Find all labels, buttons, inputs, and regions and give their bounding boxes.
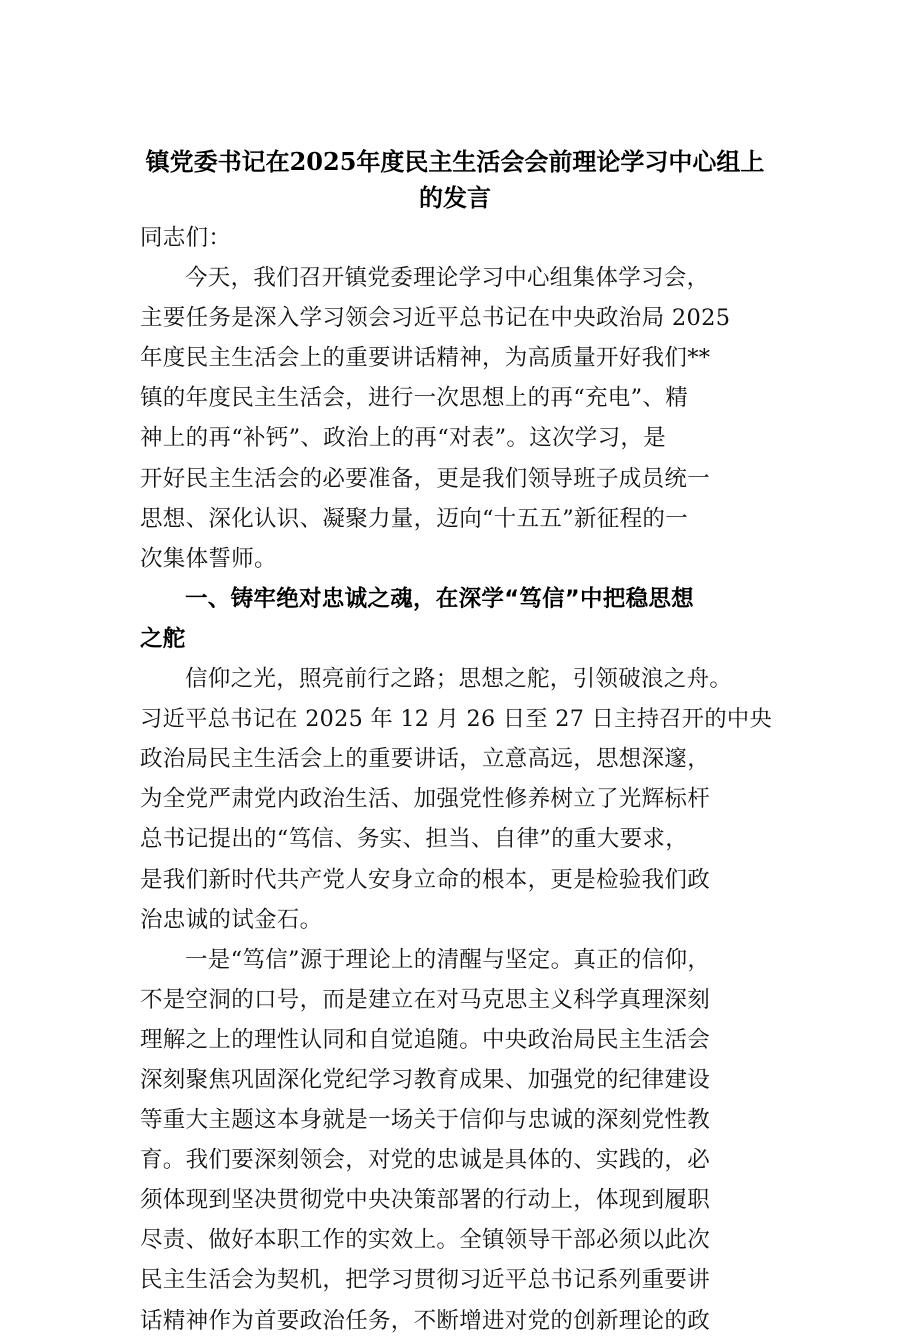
title-line: 的发言 bbox=[419, 183, 491, 212]
paragraph-line: 为全党严肃党内政治生活、加强党性修养树立了光辉标杆 bbox=[140, 786, 711, 813]
paragraph-line: 育。我们要深刻领会，对党的忠诚是具体的、实践的，必 bbox=[140, 1147, 711, 1174]
paragraph-line: 主要任务是深入学习领会习近平总书记在中央政治局 2025 bbox=[140, 305, 731, 332]
paragraph-line: 今天，我们召开镇党委理论学习中心组集体学习会， bbox=[185, 265, 710, 292]
section-heading-line: 一、铸牢绝对忠诚之魂，在深学“笃信”中把稳思想 bbox=[185, 585, 694, 612]
paragraph-line: 是我们新时代共产党人安身立命的根本，更是检验我们政 bbox=[140, 866, 711, 893]
paragraph-line: 政治局民主生活会上的重要讲话，立意高远，思想深邃， bbox=[140, 746, 711, 773]
paragraph-line: 不是空洞的口号，而是建立在对马克思主义科学真理深刻 bbox=[140, 986, 711, 1013]
paragraph-line: 民主生活会为契机，把学习贯彻习近平总书记系列重要讲 bbox=[140, 1267, 711, 1294]
paragraph-line: 话精神作为首要政治任务，不断增进对党的创新理论的政 bbox=[140, 1307, 711, 1334]
paragraph-line: 信仰之光，照亮前行之路；思想之舵，引领破浪之舟。 bbox=[185, 666, 733, 693]
paragraph-line: 尽责、做好本职工作的实效上。全镇领导干部必须以此次 bbox=[140, 1227, 711, 1254]
paragraph-line: 理解之上的理性认同和自觉追随。中央政治局民主生活会 bbox=[140, 1026, 711, 1053]
paragraph-line: 次集体誓师。 bbox=[140, 545, 277, 572]
paragraph-line: 镇的年度民主生活会，进行一次思想上的再“充电”、精 bbox=[140, 385, 689, 412]
title-line: 镇党委书记在2025年度民主生活会会前理论学习中心组上 bbox=[145, 147, 765, 176]
paragraph-line: 总书记提出的“笃信、务实、担当、自律”的重大要求， bbox=[140, 826, 689, 853]
paragraph-line: 年度民主生活会上的重要讲话精神，为高质量开好我们** bbox=[140, 345, 711, 372]
paragraph-line: 一是“笃信”源于理论上的清醒与坚定。真正的信仰， bbox=[185, 946, 711, 973]
paragraph-line: 等重大主题这本身就是一场关于信仰与忠诚的深刻党性教 bbox=[140, 1107, 711, 1134]
paragraph-line: 须体现到坚决贯彻党中央决策部署的行动上，体现到履职 bbox=[140, 1187, 711, 1214]
salutation: 同志们： bbox=[140, 225, 232, 251]
paragraph-line: 治忠诚的试金石。 bbox=[140, 906, 323, 933]
section-heading-line: 之舵 bbox=[140, 625, 186, 652]
paragraph-line: 开好民主生活会的必要准备，更是我们领导班子成员统一 bbox=[140, 465, 711, 492]
paragraph-line: 习近平总书记在 2025 年 12 月 26 日至 27 日主持召开的中央 bbox=[140, 706, 772, 733]
document-body bbox=[140, 218, 776, 1341]
paragraph-line: 思想、深化认识、凝聚力量，迈向“十五五”新征程的一 bbox=[140, 505, 689, 532]
paragraph-line: 深刻聚焦巩固深化党纪学习教育成果、加强党的纪律建设 bbox=[140, 1066, 711, 1093]
paragraph-line: 神上的再“补钙”、政治上的再“对表”。这次学习，是 bbox=[140, 425, 667, 452]
document-title bbox=[140, 144, 770, 216]
